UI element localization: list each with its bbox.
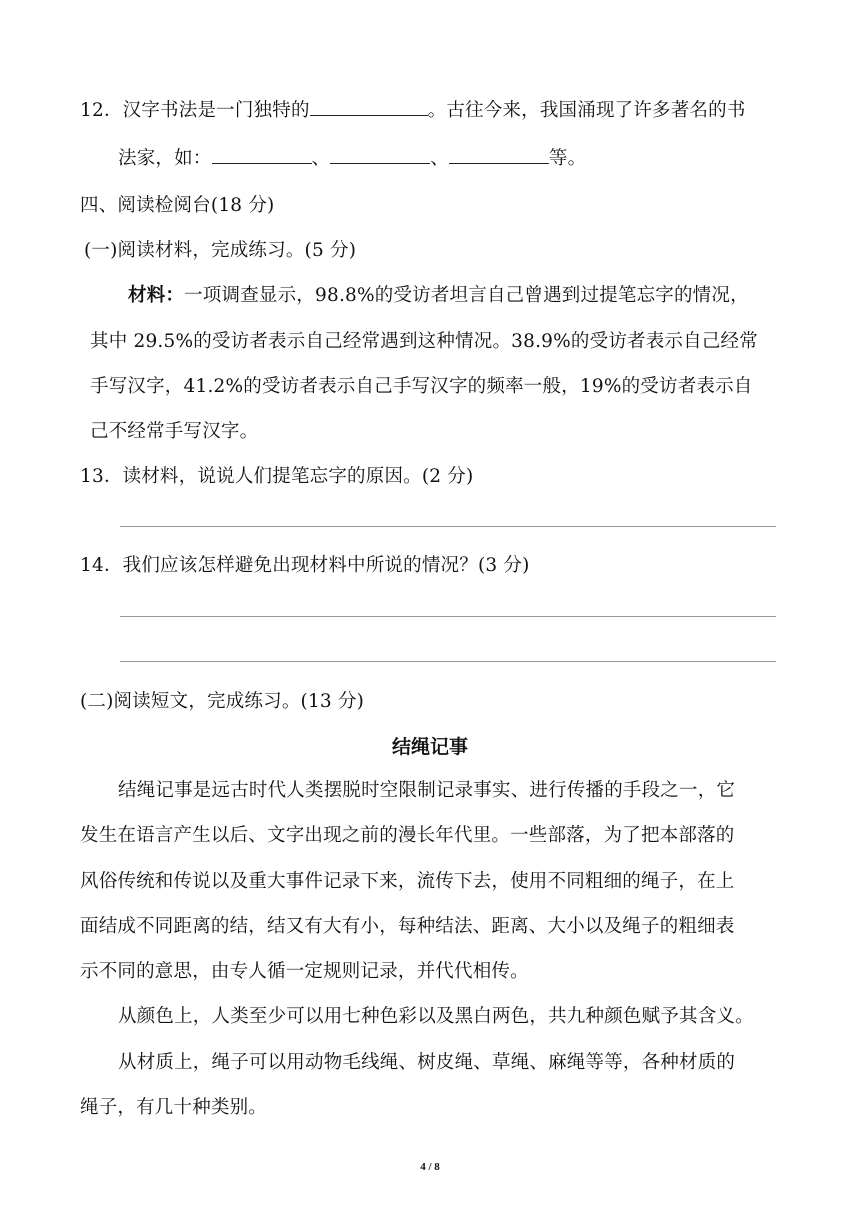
- separator: 、: [430, 148, 449, 169]
- answer-blank-1[interactable]: [310, 97, 428, 116]
- answer-line-q14-1[interactable]: [120, 616, 776, 617]
- part-2-heading: (二)阅读短文，完成练习。(13 分): [80, 691, 365, 712]
- article-line-3: 风俗传统和传说以及重大事件记录下来，流传下去，使用不同粗细的绳子，在上: [80, 871, 735, 892]
- question-13: 13．读材料，说说人们提笔忘字的原因。(2 分): [80, 466, 474, 487]
- article-line-1: 结绳记事是远古时代人类摆脱时空限制记录事实、进行传播的手段之一，它: [118, 780, 736, 801]
- material-line-3: 手写汉字，41.2%的受访者表示自己手写汉字的频率一般，19%的受访者表示自: [90, 376, 753, 397]
- article-line-5: 示不同的意思，由专人循一定规则记录，并代代相传。: [80, 961, 529, 982]
- question-12-text-a: 汉字书法是一门独特的: [122, 100, 310, 121]
- question-12-line2: [118, 145, 586, 173]
- question-12-line1: [80, 97, 746, 125]
- material-label: 材料：: [128, 285, 185, 306]
- page-number: 4 / 8: [420, 1161, 440, 1173]
- answer-line-q14-2[interactable]: [120, 661, 776, 662]
- answer-line-q13[interactable]: [120, 526, 776, 527]
- material-line-4: 己不经常手写汉字。: [90, 421, 259, 442]
- article-line-7: 从材质上，绳子可以用动物毛线绳、树皮绳、草绳、麻绳等等，各种材质的: [118, 1052, 736, 1073]
- section-4-heading: 四、阅读检阅台(18 分): [80, 195, 275, 216]
- answer-blank-2[interactable]: [212, 145, 312, 164]
- material-text: 一项调查显示，98.8%的受访者坦言自己曾遇到过提笔忘字的情况，: [184, 285, 749, 306]
- article-line-6: 从颜色上，人类至少可以用七种色彩以及黑白两色，共九种颜色赋予其含义。: [118, 1006, 754, 1027]
- material-line-1: [128, 282, 749, 310]
- material-line-2: 其中 29.5%的受访者表示自己经常遇到这种情况。38.9%的受访者表示自己经常: [90, 331, 758, 352]
- question-12-number: 12．: [80, 100, 123, 121]
- article-line-4: 面结成不同距离的结，结又有大有小，每种结法、距离、大小以及绳子的粗细表: [80, 916, 735, 937]
- article-line-8: 绳子，有几十种类别。: [80, 1097, 268, 1118]
- question-14: 14．我们应该怎样避免出现材料中所说的情况？(3 分): [80, 555, 530, 576]
- answer-blank-3[interactable]: [330, 145, 430, 164]
- separator: 、: [311, 148, 331, 169]
- part-1-heading: (一)阅读材料，完成练习。(5 分): [84, 240, 357, 261]
- question-12-line2-end: 等。: [548, 148, 587, 169]
- question-12-text-b: 。古往今来，我国涌现了许多著名的书: [427, 100, 746, 121]
- answer-blank-4[interactable]: [449, 145, 549, 164]
- article-line-2: 发生在语言产生以后、文字出现之前的漫长年代里。一些部落，为了把本部落的: [80, 825, 735, 846]
- article-title: 结绳记事: [391, 736, 468, 758]
- question-12-line2-prefix: 法家，如：: [118, 148, 212, 169]
